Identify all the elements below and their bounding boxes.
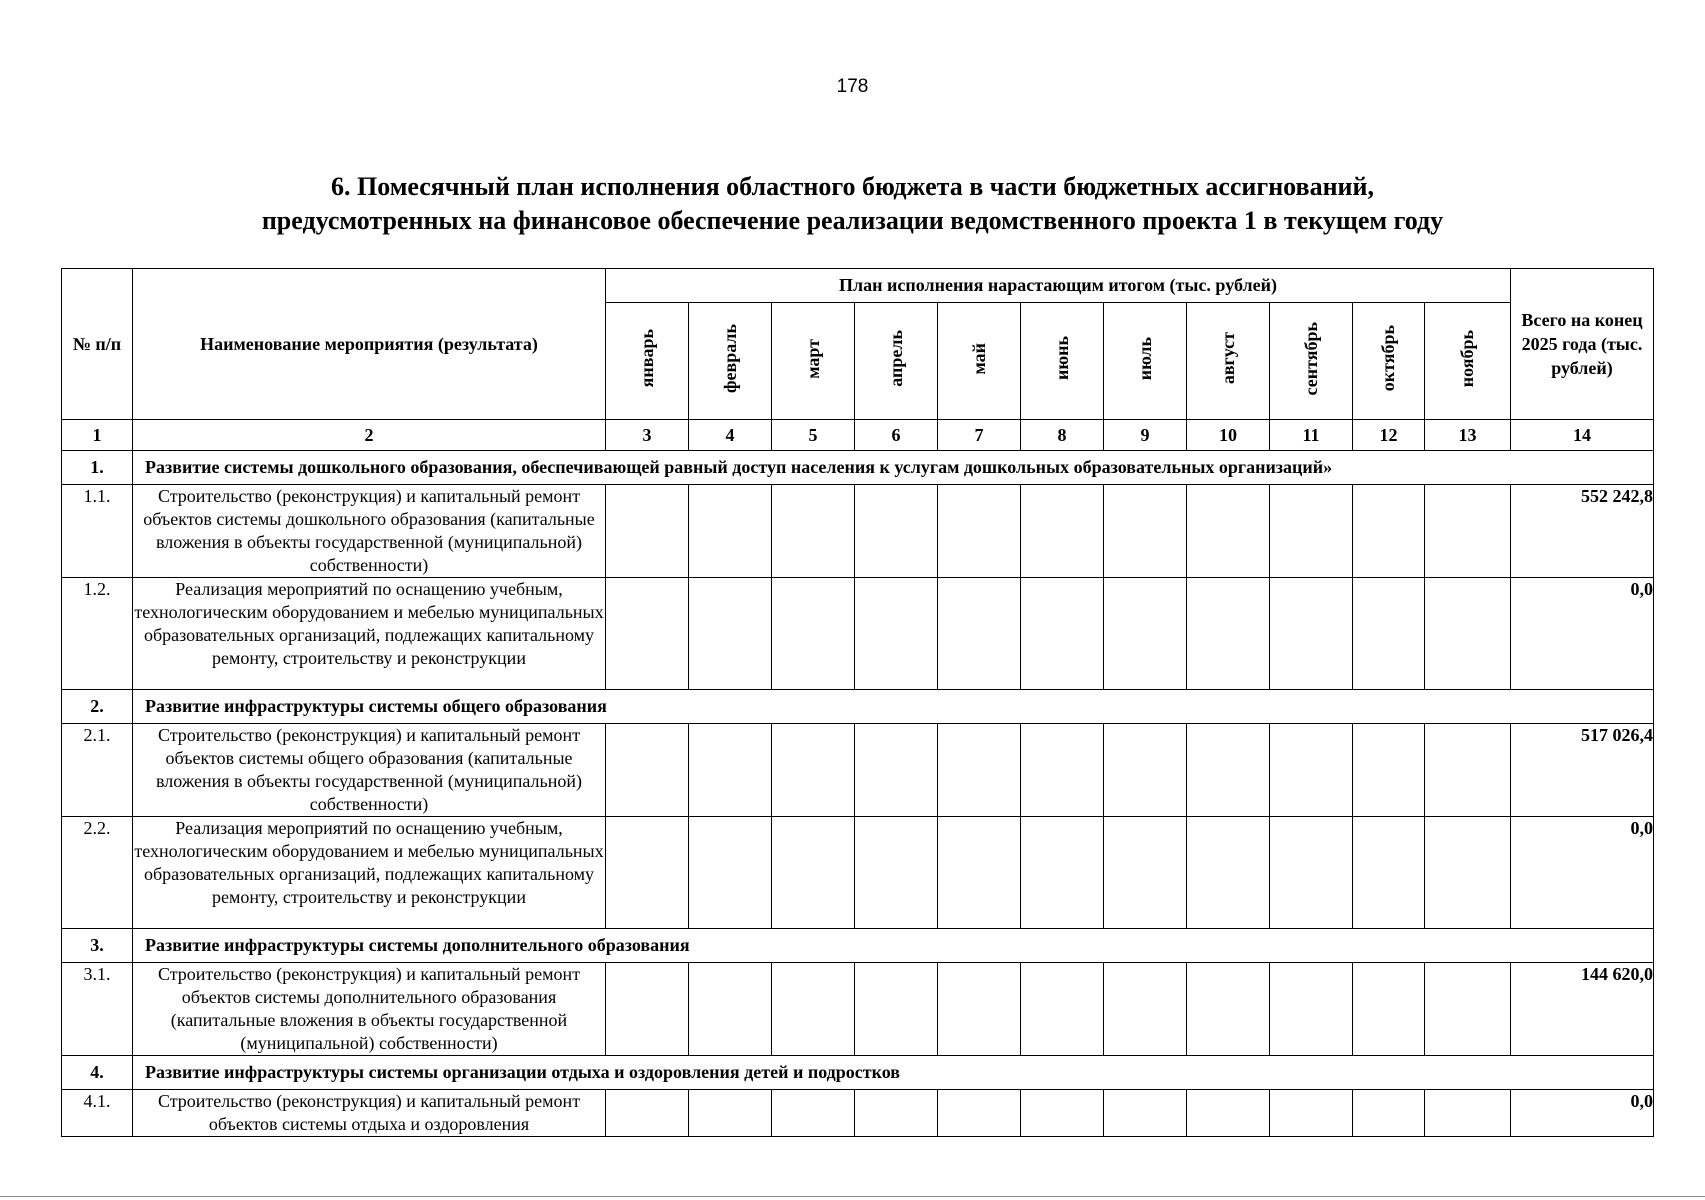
page-number: 178 <box>836 76 869 97</box>
budget-plan-table <box>61 268 1654 1137</box>
month-value-cell <box>772 963 855 1056</box>
header-name: Наименование мероприятия (результата) <box>133 269 606 420</box>
month-value-cell <box>1353 817 1425 929</box>
item-total: 517 026,4 <box>1511 724 1654 817</box>
section-row <box>62 451 1654 485</box>
column-number: 1 <box>62 420 133 451</box>
month-value-cell <box>1270 963 1353 1056</box>
month-value-cell <box>1187 1090 1270 1137</box>
section-row <box>62 1056 1654 1090</box>
header-month <box>1104 303 1187 420</box>
section-title: Развитие системы дошкольного образования, обеспечивающей равный доступ населения к услугам дошкольных образовательных организаций» <box>133 451 1654 485</box>
month-value-cell <box>772 817 855 929</box>
month-value-cell <box>1270 578 1353 690</box>
item-row <box>62 963 1654 1056</box>
column-number: 4 <box>689 420 772 451</box>
month-value-cell <box>938 963 1021 1056</box>
item-name: Строительство (реконструкция) и капитальный ремонт объектов системы отдыха и оздоровления <box>133 1090 606 1137</box>
month-value-cell <box>938 724 1021 817</box>
month-value-cell <box>1270 485 1353 578</box>
item-row <box>62 724 1654 817</box>
column-number: 5 <box>772 420 855 451</box>
column-number: 10 <box>1187 420 1270 451</box>
month-value-cell <box>689 963 772 1056</box>
month-value-cell <box>855 817 938 929</box>
item-number: 1.2. <box>62 578 133 690</box>
header-month-label: январь <box>636 329 657 388</box>
header-month-label: август <box>1217 332 1238 385</box>
month-value-cell <box>938 817 1021 929</box>
header-month-label: октябрь <box>1378 325 1398 392</box>
column-number: 7 <box>938 420 1021 451</box>
item-name: Реализация мероприятий по оснащению учебным, технологическим оборудованием и мебелью муниципальных образовательных организаций, подлежащих капитальному ремонту, строительству и реконструкции <box>133 817 606 929</box>
month-value-cell <box>1187 485 1270 578</box>
item-name: Реализация мероприятий по оснащению учебным, технологическим оборудованием и мебелью муниципальных образовательных организаций, подлежащих капитальному ремонту, строительству и реконструкции <box>133 578 606 690</box>
column-number: 6 <box>855 420 938 451</box>
month-value-cell <box>772 724 855 817</box>
item-number: 3.1. <box>62 963 133 1056</box>
section-number: 3. <box>62 929 133 963</box>
header-month-label: май <box>968 342 989 375</box>
header-row-1 <box>62 269 1654 303</box>
month-value-cell <box>1270 724 1353 817</box>
item-total: 0,0 <box>1511 1090 1654 1137</box>
month-value-cell <box>606 578 689 690</box>
month-value-cell <box>689 724 772 817</box>
header-month <box>1353 303 1425 420</box>
column-number: 14 <box>1511 420 1654 451</box>
month-value-cell <box>1104 578 1187 690</box>
header-month <box>1187 303 1270 420</box>
month-value-cell <box>606 817 689 929</box>
header-month <box>1425 303 1511 420</box>
column-number: 13 <box>1425 420 1511 451</box>
column-number: 3 <box>606 420 689 451</box>
item-row <box>62 817 1654 929</box>
month-value-cell <box>1104 485 1187 578</box>
column-number: 12 <box>1353 420 1425 451</box>
header-month-label: июль <box>1134 336 1155 381</box>
section-number: 2. <box>62 690 133 724</box>
item-total: 0,0 <box>1511 578 1654 690</box>
item-total: 144 620,0 <box>1511 963 1654 1056</box>
month-value-cell <box>606 1090 689 1137</box>
item-number: 2.2. <box>62 817 133 929</box>
header-month-label: ноябрь <box>1457 329 1477 388</box>
header-month <box>1270 303 1353 420</box>
month-value-cell <box>1425 578 1511 690</box>
item-name: Строительство (реконструкция) и капитальный ремонт объектов системы дополнительного образования (капитальные вложения в объекты государственной (муниципальной) собственности) <box>133 963 606 1056</box>
month-value-cell <box>606 485 689 578</box>
month-value-cell <box>1104 724 1187 817</box>
header-month-label: июнь <box>1051 336 1072 381</box>
month-value-cell <box>1104 1090 1187 1137</box>
section-number: 1. <box>62 451 133 485</box>
month-value-cell <box>1425 724 1511 817</box>
month-value-cell <box>689 1090 772 1137</box>
month-value-cell <box>1425 817 1511 929</box>
item-name: Строительство (реконструкция) и капитальный ремонт объектов системы дошкольного образования (капитальные вложения в объекты государственной (муниципальной) собственности) <box>133 485 606 578</box>
month-value-cell <box>772 578 855 690</box>
item-row <box>62 578 1654 690</box>
section-row <box>62 690 1654 724</box>
bottom-rule <box>0 1196 1705 1197</box>
month-value-cell <box>1021 724 1104 817</box>
item-number: 2.1. <box>62 724 133 817</box>
document-title <box>0 170 1705 238</box>
header-month-label: март <box>802 338 823 379</box>
month-value-cell <box>772 485 855 578</box>
month-value-cell <box>1425 1090 1511 1137</box>
title-line-2: предусмотренных на финансовое обеспечение реализации ведомственного проекта 1 в текущем году <box>261 206 1444 235</box>
header-month <box>606 303 689 420</box>
header-month <box>1021 303 1104 420</box>
header-month-label: сентябрь <box>1300 321 1321 396</box>
month-value-cell <box>1353 578 1425 690</box>
section-title: Развитие инфраструктуры системы дополнительного образования <box>133 929 1654 963</box>
month-value-cell <box>1353 963 1425 1056</box>
month-value-cell <box>1104 963 1187 1056</box>
header-plan: План исполнения нарастающим итогом (тыс. рублей) <box>606 269 1511 303</box>
header-month <box>855 303 938 420</box>
month-value-cell <box>855 724 938 817</box>
column-number: 11 <box>1270 420 1353 451</box>
item-total: 0,0 <box>1511 817 1654 929</box>
month-value-cell <box>606 724 689 817</box>
section-title: Развитие инфраструктуры системы организации отдыха и оздоровления детей и подростков <box>133 1056 1654 1090</box>
month-value-cell <box>1353 485 1425 578</box>
month-value-cell <box>1021 578 1104 690</box>
section-row <box>62 929 1654 963</box>
month-value-cell <box>1021 1090 1104 1137</box>
title-line-1: 6. Помесячный план исполнения областного бюджета в части бюджетных ассигнований, <box>330 172 1375 201</box>
header-month <box>689 303 772 420</box>
column-number: 9 <box>1104 420 1187 451</box>
section-title: Развитие инфраструктуры системы общего образования <box>133 690 1654 724</box>
header-month-label: апрель <box>885 330 906 387</box>
month-value-cell <box>855 963 938 1056</box>
month-value-cell <box>1187 817 1270 929</box>
header-month <box>772 303 855 420</box>
header-num: № п/п <box>62 269 133 420</box>
month-value-cell <box>855 578 938 690</box>
month-value-cell <box>1187 963 1270 1056</box>
month-value-cell <box>606 963 689 1056</box>
month-value-cell <box>1021 485 1104 578</box>
item-name: Строительство (реконструкция) и капитальный ремонт объектов системы общего образования (капитальные вложения в объекты государственной (муниципальной) собственности) <box>133 724 606 817</box>
month-value-cell <box>1021 963 1104 1056</box>
month-value-cell <box>1187 724 1270 817</box>
month-value-cell <box>1104 817 1187 929</box>
month-value-cell <box>689 817 772 929</box>
month-value-cell <box>689 485 772 578</box>
item-number: 4.1. <box>62 1090 133 1137</box>
column-number: 8 <box>1021 420 1104 451</box>
header-total: Всего на конец 2025 года (тыс. рублей) <box>1511 269 1654 420</box>
item-row <box>62 1090 1654 1137</box>
month-value-cell <box>855 485 938 578</box>
month-value-cell <box>1187 578 1270 690</box>
header-month <box>938 303 1021 420</box>
month-value-cell <box>689 578 772 690</box>
month-value-cell <box>938 1090 1021 1137</box>
month-value-cell <box>1353 1090 1425 1137</box>
month-value-cell <box>1270 817 1353 929</box>
item-number: 1.1. <box>62 485 133 578</box>
column-numbers-row <box>62 420 1654 451</box>
section-number: 4. <box>62 1056 133 1090</box>
month-value-cell <box>772 1090 855 1137</box>
item-total: 552 242,8 <box>1511 485 1654 578</box>
month-value-cell <box>1425 485 1511 578</box>
month-value-cell <box>1270 1090 1353 1137</box>
month-value-cell <box>855 1090 938 1137</box>
month-value-cell <box>938 485 1021 578</box>
month-value-cell <box>1425 963 1511 1056</box>
month-value-cell <box>1353 724 1425 817</box>
month-value-cell <box>938 578 1021 690</box>
month-value-cell <box>1021 817 1104 929</box>
header-month-label: февраль <box>719 324 740 393</box>
column-number: 2 <box>133 420 606 451</box>
item-row <box>62 485 1654 578</box>
